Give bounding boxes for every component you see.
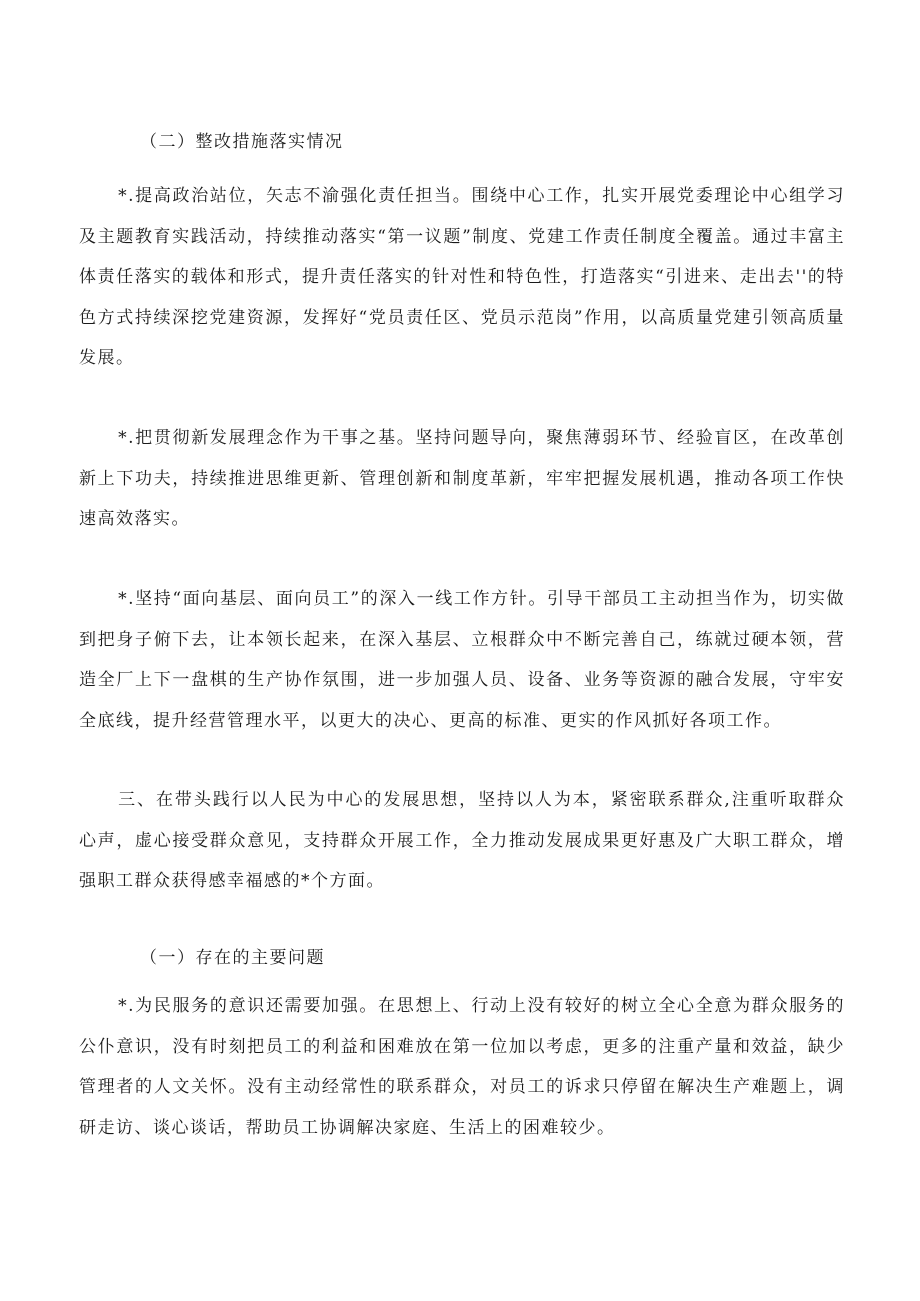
paragraph-political-stance: *.提高政治站位，矢志不渝强化责任担当。围绕中心工作，扎实开展党委理论中心组学习及主题教育实践活动，持续推动落实“第一议题”制度、党建工作责任制度全覆盖。通过丰富主体责任落实的载体和形式，提升责任落实的针对性和特色性，打造落实“引进来、走出去''的特色方式持续深挖党建资源，发挥好“党员责任区、党员示范岗”作用，以高质量党建引领高质量发展。 (79, 186, 845, 368)
paragraph-grassroots-policy: *.坚持“面向基层、面向员工”的深入一线工作方针。引导干部员工主动担当作为，切实做到把身子俯下去，让本领长起来，在深入基层、立根群众中不断完善自己，练就过硬本领，营造全厂上下一盘棋的生产协作氛围，进一步加强人员、设备、业务等资源的融合发展，守牢安全底线，提升经营管理水平，以更大的决心、更高的标准、更实的作风抓好各项工作。 (79, 589, 845, 731)
paragraph-people-centered-section: 三、在带头践行以人民为中心的发展思想，坚持以人为本，紧密联系群众,注重听取群众心声，虚心接受群众意见，支持群众开展工作，全力推动发展成果更好惠及广大职工群众，增强职工群众获得感幸福感的*个方面。 (79, 790, 845, 891)
section-heading-rectification-measures: （二）整改措施落实情况 (140, 132, 344, 152)
paragraph-new-development-concept: *.把贯彻新发展理念作为干事之基。坚持问题导向，聚焦薄弱环节、经验盲区，在改革创新上下功夫，持续推进思维更新、管理创新和制度革新，牢牢把握发展机遇，推动各项工作快速高效落实。 (79, 428, 845, 529)
paragraph-service-awareness: *.为民服务的意识还需要加强。在思想上、行动上没有较好的树立全心全意为群众服务的公仆意识，没有时刻把员工的利益和困难放在第一位加以考虑，更多的注重产量和效益，缺少管理者的人文关怀。没有主动经常性的联系群众，对员工的诉求只停留在解决生产难题上，调研走访、谈心谈话，帮助员工协调解决家庭、生活上的困难较少。 (79, 996, 845, 1138)
section-heading-main-problems: （一）存在的主要问题 (140, 948, 325, 968)
